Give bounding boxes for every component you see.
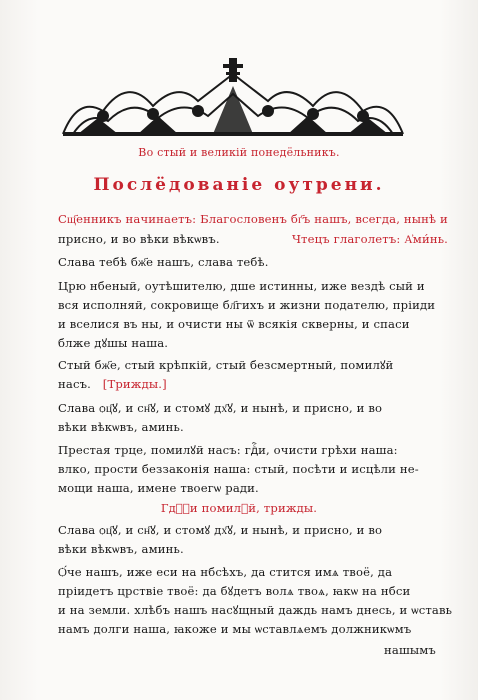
text-line: Црю нбеный, оутѣшителю, дше истинны, иже вездѣ сый и	[58, 279, 425, 293]
text-line: Слава ѻц҃ꙋ, и сн҃ꙋ, и стомꙋ дх҃ꙋ, и нынѣ, и присно, и во	[58, 401, 383, 415]
text-line: пріидетъ црствіе твоё: да бꙋдетъ волѧ твоѧ, ꙗкѡ на нбси	[58, 584, 411, 598]
text-line: и на земли. хлѣбъ нашъ насꙋщный даждь намъ днесь, и ѡставь	[58, 603, 453, 617]
text-line: Ѻ́че нашъ, иже еси на нбсѣхъ, да стится имѧ твоё, да	[58, 565, 393, 579]
text-line: блже дꙋшы наша.	[58, 336, 169, 350]
thrice-rubric: [Трижды.]	[102, 377, 167, 391]
ornamental-headpiece	[58, 56, 408, 136]
text-line: нашымъ	[384, 643, 436, 657]
service-title: Послёдованіе оутрени.	[93, 175, 385, 195]
text-line: Стый бж҃е, стый крѣпкій, стый безсмертный, помилꙋй	[58, 358, 394, 372]
text-line: Престая трце, помилꙋй насъ: гдⷭ҇и, очисти грѣхи наша:	[58, 443, 398, 457]
text-line: мощи наша, имене твоегѡ ради.	[58, 481, 259, 495]
text-line: Слава ѻц҃ꙋ, и сн҃ꙋ, и стомꙋ дх҃ꙋ, и нынѣ, и присно, и во	[58, 523, 383, 537]
text-line: влко, прости беззаконія наша: стый, посѣти и исцѣли не-	[58, 462, 419, 476]
text-line: вся исполняй, сокровище бл҃гихъ и жизни подателю, пріиди	[58, 298, 436, 312]
text-line: и вселися въ ны, и очисти ны ѿ всякія скверны, и спаси	[58, 317, 410, 331]
text-line: присно, и во вѣки вѣкѡвъ. Чтецъ глаголетъ: А҆ми́нь.	[58, 232, 448, 246]
reader-rubric: Чтецъ глаголетъ: А҆ми́нь.	[291, 232, 448, 246]
text-line: вѣки вѣкѡвъ, аминь.	[58, 542, 184, 556]
text-line: Сщ҃енникъ начинаетъ: Благословенъ бг҃ъ нашъ, всегда, нынѣ и	[58, 212, 448, 226]
text-line: насъ. [Трижды.]	[58, 377, 167, 391]
text-line: намъ долги наша, ꙗкоже и мы ѡставлѧемъ должникѡмъ	[58, 622, 412, 636]
text-line: вѣки вѣкѡвъ, аминь.	[58, 420, 184, 434]
lord-have-mercy-rubric: Гдⷭ҇и помилꙋй, трижды.	[160, 501, 318, 515]
text-line: Слава тебѣ бж҃е нашъ, слава тебѣ.	[58, 255, 269, 269]
day-subtitle: Во стый и великій понедёльникъ.	[138, 146, 340, 159]
